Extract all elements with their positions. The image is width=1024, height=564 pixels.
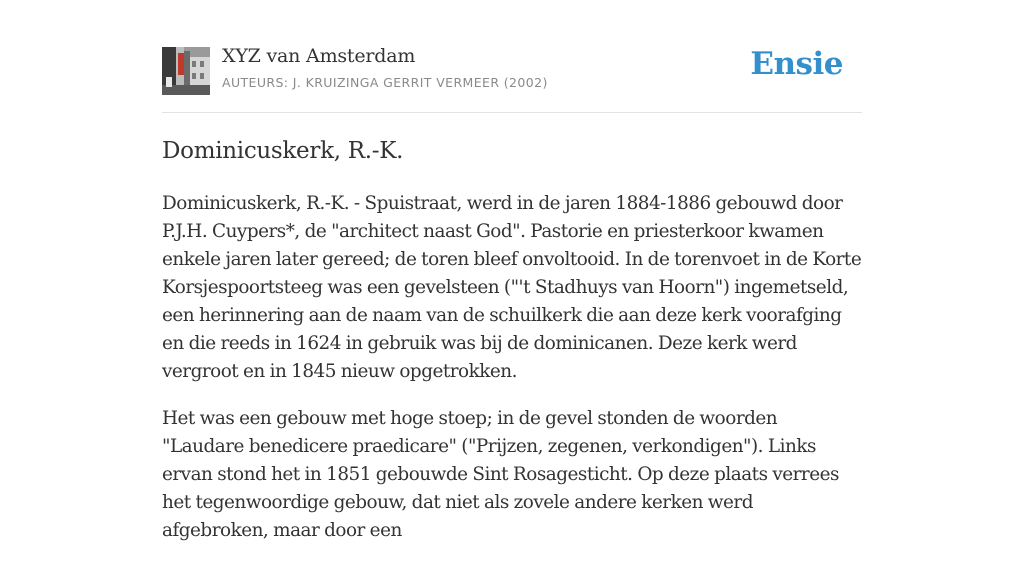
entry-body	[162, 190, 862, 564]
entry-paragraph: Dominicuskerk, R.-K. - Spuistraat, werd in de jaren 1884-1886 gebouwd door P.J.H. Cuypers*, de "architect naast God". Pastorie en priesterkoor kwamen enkele jaren later gereed; de toren bleef onvoltooid. In de torenvoet in de Korte Korsjespoortsteeg was een gevelsteen ("'t Stadhuys van Hoorn") ingemetseld, een herinnering aan de naam van de schuilkerk die aan deze kerk voorafging en die reeds in 1624 in gebruik was bij de dominicanen. Deze kerk werd vergroot en in 1845 nieuw opgetrokken.	[162, 193, 862, 382]
book-header	[162, 0, 862, 113]
ensie-logo[interactable]: Ensie	[750, 46, 843, 82]
entry-title: Dominicuskerk, R.-K.	[162, 138, 404, 164]
book-cover-image	[162, 47, 210, 95]
page	[162, 0, 862, 541]
book-authors: AUTEURS: J. KRUIZINGA GERRIT VERMEER (2002)	[222, 75, 548, 90]
book-title[interactable]: XYZ van Amsterdam	[222, 45, 416, 67]
book-cover-icon[interactable]	[162, 47, 210, 95]
entry-paragraph: Het was een gebouw met hoge stoep; in de gevel stonden de woorden "Laudare benedicere praedicare" ("Prijzen, zegenen, verkondigen"). Links ervan stond het in 1851 gebouwde Sint Rosagesticht. Op deze plaats verrees het tegenwoordige gebouw, dat niet als zovele andere kerken werd afgebroken, maar door een	[162, 408, 839, 541]
